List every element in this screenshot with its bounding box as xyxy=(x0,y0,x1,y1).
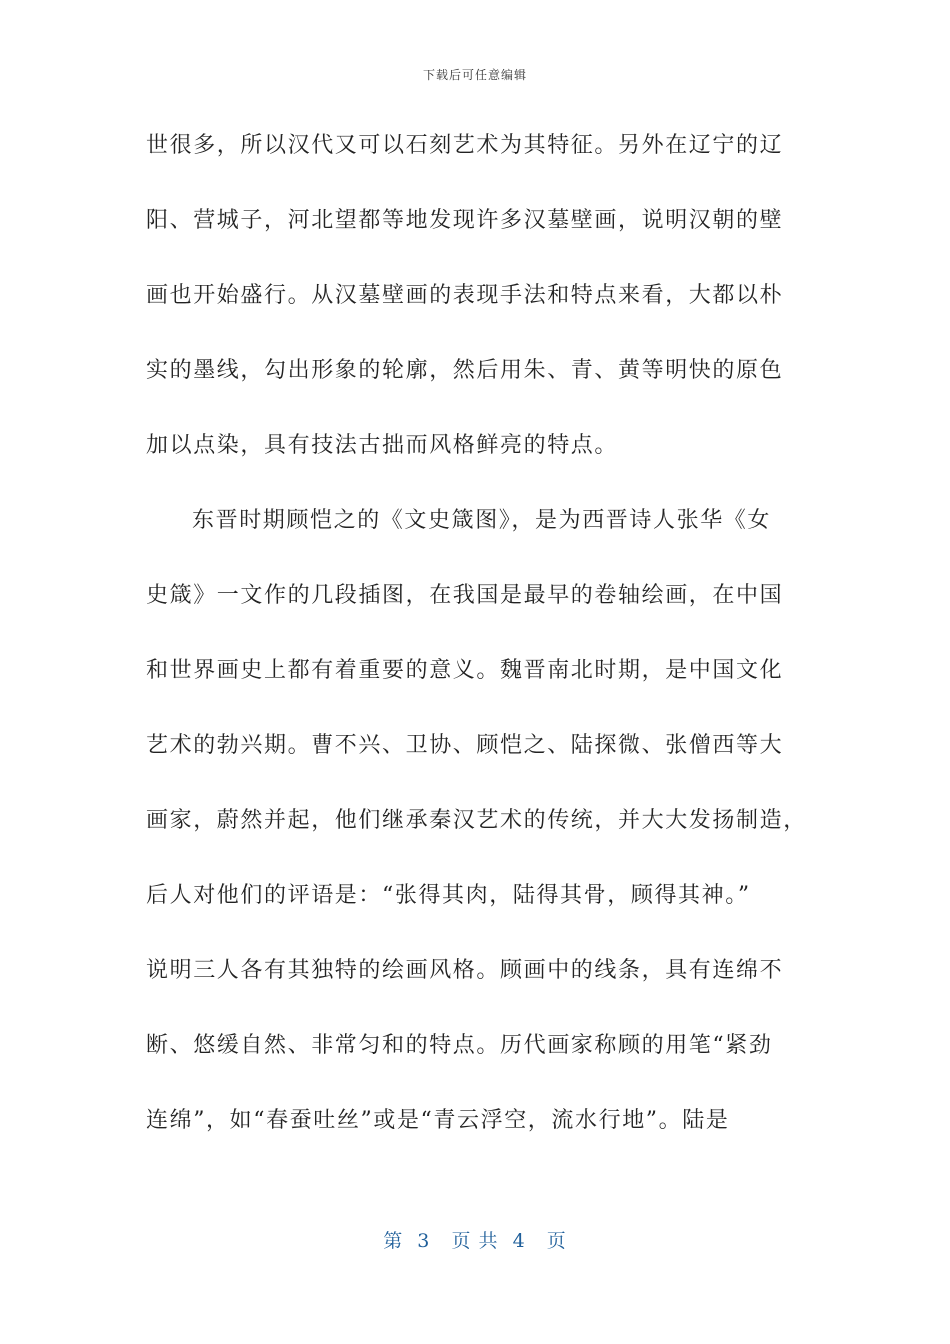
paragraph-start-line: 东晋时期顾恺之的《文史箴图》，是为西晋诗人张华《女 xyxy=(192,508,772,533)
text-line: 实的墨线，勾出形象的轮廓，然后用朱、青、黄等明快的原色 xyxy=(146,358,784,383)
text-line: 画家，蔚然并起，他们继承秦汉艺术的传统，并大大发扬制造， xyxy=(146,808,807,833)
text-line: 艺术的勃兴期。曹不兴、卫协、顾恺之、陆探微、张僧西等大 xyxy=(146,733,784,758)
text-line: 阳、营城子，河北望都等地发现许多汉墓壁画，说明汉朝的壁 xyxy=(146,208,784,233)
page-header-note: 下载后可任意编辑 xyxy=(422,68,527,82)
text-line: 后人对他们的评语是：“张得其肉，陆得其骨，顾得其神。” xyxy=(146,883,751,908)
text-line: 连绵”，如“春蚕吐丝”或是“青云浮空，流水行地”。陆是 xyxy=(146,1108,730,1133)
document-body xyxy=(146,126,814,1176)
text-line: 断、悠缓自然、非常匀和的特点。历代画家称顾的用笔“紧劲 xyxy=(146,1033,773,1058)
page-number-footer: 第 3 页 共 4 页 xyxy=(383,1230,567,1252)
text-line: 世很多，所以汉代又可以石刻艺术为其特征。另外在辽宁的辽 xyxy=(146,133,784,158)
text-line: 和世界画史上都有着重要的意义。魏晋南北时期，是中国文化 xyxy=(146,658,784,683)
text-line: 画也开始盛行。从汉墓壁画的表现手法和特点来看，大都以朴 xyxy=(146,283,784,308)
text-line: 加以点染，具有技法古拙而风格鲜亮的特点。 xyxy=(146,433,619,458)
text-line: 说明三人各有其独特的绘画风格。顾画中的线条，具有连绵不 xyxy=(146,958,784,983)
text-line: 史箴》一文作的几段插图，在我国是最早的卷轴绘画，在中国 xyxy=(146,583,784,608)
